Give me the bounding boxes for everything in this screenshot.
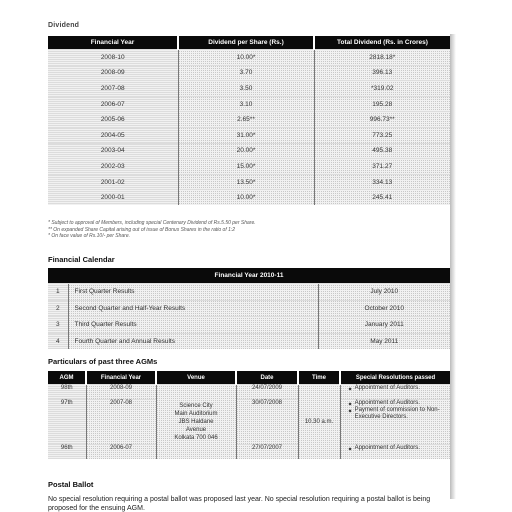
venue-line: Kolkata 700 046 (174, 435, 218, 441)
resolution-item (341, 400, 451, 407)
postal-ballot-text: No special resolution requiring a postal ballot was proposed last year. No special resolution requiring a postal ballot is being proposed for the ensuing AGM. (48, 496, 431, 512)
table-row (48, 385, 450, 400)
cell-total: 245.41 (314, 190, 450, 205)
cell-dps: 2.65** (178, 112, 314, 128)
cell-year: 2008-09 (48, 65, 178, 81)
table-row (48, 50, 450, 66)
cell-resolutions (340, 385, 450, 400)
financial-calendar-table (48, 268, 450, 349)
cell-agm-fy: 2008-09 (86, 385, 156, 400)
cell-year: 2005-06 (48, 112, 178, 128)
resolution-text: Appointment of Auditors. (354, 445, 420, 451)
cell-event: Third Quarter Results (68, 317, 318, 334)
bullet-icon: ◆ (348, 386, 352, 391)
cell-total: 2818.18* (314, 50, 450, 66)
venue-line: Main Auditorium (174, 411, 218, 417)
cell-agm: 98th (48, 385, 86, 400)
cell-dps: 3.50 (178, 81, 314, 97)
cell-agm-date: 24/07/2009 (236, 385, 298, 400)
bullet-icon: ◆ (348, 401, 352, 406)
table-row (48, 159, 450, 175)
cell-year: 2008-10 (48, 50, 178, 66)
agm-table (48, 371, 450, 459)
calendar-header: Financial Year 2010-11 (48, 268, 450, 284)
table-row (48, 300, 450, 317)
table-row (48, 284, 450, 301)
cell-total: 334.13 (314, 174, 450, 190)
table-row (48, 143, 450, 159)
cell-agm-date: 27/07/2007 (236, 445, 298, 460)
resolution-item (341, 385, 451, 392)
cell-dps: 10.00* (178, 190, 314, 205)
dividend-notes (48, 220, 450, 240)
table-row (48, 112, 450, 128)
cell-date: May 2011 (318, 333, 450, 349)
dividend-caption: Dividend (48, 22, 80, 29)
col-venue: Venue (156, 371, 236, 385)
cell-year: 2003-04 (48, 143, 178, 159)
cell-date: January 2011 (318, 317, 450, 334)
resolution-item (341, 445, 451, 452)
col-special-resolutions: Special Resolutions passed (340, 371, 450, 385)
cell-agm-date: 30/07/2008 (236, 400, 298, 445)
financial-calendar-title: Financial Calendar (48, 255, 115, 264)
venue-line: Avenue (185, 427, 207, 433)
venue-line: JBS Haldane (178, 419, 214, 425)
cell-agm-fy: 2007-08 (86, 400, 156, 445)
cell-event: Second Quarter and Half-Year Results (68, 300, 318, 317)
table-row (48, 127, 450, 143)
cell-year: 2001-02 (48, 174, 178, 190)
cell-num: 4 (48, 333, 68, 349)
cell-total: 371.27 (314, 159, 450, 175)
cell-year: 2004-05 (48, 127, 178, 143)
table-row (48, 400, 450, 445)
cell-total: 773.25 (314, 127, 450, 143)
cell-resolutions (340, 400, 450, 445)
calendar-header-row (48, 268, 450, 284)
col-agm-financial-year: Financial Year (86, 371, 156, 385)
resolution-item (341, 407, 451, 421)
dividend-note: * Subject to approval of Members, including special Centenary Dividend of Rs.5.50 per Share. (48, 220, 256, 226)
col-time: Time (298, 371, 340, 385)
bullet-icon: ◆ (348, 408, 352, 413)
cell-num: 3 (48, 317, 68, 334)
venue-line: Science City (179, 403, 213, 409)
agm-header-row (48, 371, 450, 385)
cell-event: First Quarter Results (68, 284, 318, 301)
cell-dps: 3.10 (178, 96, 314, 112)
col-financial-year: Financial Year (48, 36, 178, 50)
dividend-note: * On face value of Rs.10/- per Share. (48, 233, 130, 240)
cell-total: 195.28 (314, 96, 450, 112)
cell-total: 495.38 (314, 143, 450, 159)
cell-total: *319.02 (314, 81, 450, 97)
cell-total: 396.13 (314, 65, 450, 81)
bullet-icon: ◆ (348, 446, 352, 451)
cell-dps: 3.70 (178, 65, 314, 81)
resolution-text: Appointment of Auditors. (354, 400, 420, 406)
page-edge-shadow (450, 34, 456, 499)
table-row (48, 65, 450, 81)
dividend-header-row (48, 36, 450, 50)
cell-dps: 20.00* (178, 143, 314, 159)
col-dividend-per-share: Dividend per Share (Rs.) (178, 36, 314, 50)
cell-time: 10.30 a.m. (298, 385, 340, 460)
cell-event: Fourth Quarter and Annual Results (68, 333, 318, 349)
table-row (48, 333, 450, 349)
cell-date: July 2010 (318, 284, 450, 301)
col-agm: AGM (48, 371, 86, 385)
cell-resolutions (340, 445, 450, 460)
cell-year: 2000-01 (48, 190, 178, 205)
table-row (48, 317, 450, 334)
cell-year: 2006-07 (48, 96, 178, 112)
cell-dps: 31.00* (178, 127, 314, 143)
dividend-table (48, 36, 450, 205)
col-date: Date (236, 371, 298, 385)
cell-year: 2002-03 (48, 159, 178, 175)
cell-dps: 15.00* (178, 159, 314, 175)
cell-agm: 96th (48, 445, 86, 460)
cell-venue (156, 385, 236, 460)
cell-year: 2007-08 (48, 81, 178, 97)
table-row (48, 96, 450, 112)
table-row (48, 81, 450, 97)
agm-title: Particulars of past three AGMs (48, 357, 158, 366)
cell-agm-fy: 2006-07 (86, 445, 156, 460)
cell-dps: 13.50* (178, 174, 314, 190)
resolution-text: Payment of commission to Non-Executive Directors. (354, 407, 440, 420)
table-row (48, 174, 450, 190)
col-total-dividend: Total Dividend (Rs. in Crores) (314, 36, 450, 50)
cell-date: October 2010 (318, 300, 450, 317)
cell-total: 996.73** (314, 112, 450, 128)
table-row (48, 445, 450, 460)
cell-num: 2 (48, 300, 68, 317)
dividend-note: ** On expanded Share Capital arising out of issue of Bonus Shares in the ratio of 1:2 (48, 226, 236, 233)
table-row (48, 190, 450, 205)
cell-agm: 97th (48, 400, 86, 445)
postal-ballot-title: Postal Ballot (48, 480, 94, 489)
resolution-text: Appointment of Auditors. (354, 385, 420, 391)
cell-dps: 10.00* (178, 50, 314, 66)
cell-num: 1 (48, 284, 68, 301)
